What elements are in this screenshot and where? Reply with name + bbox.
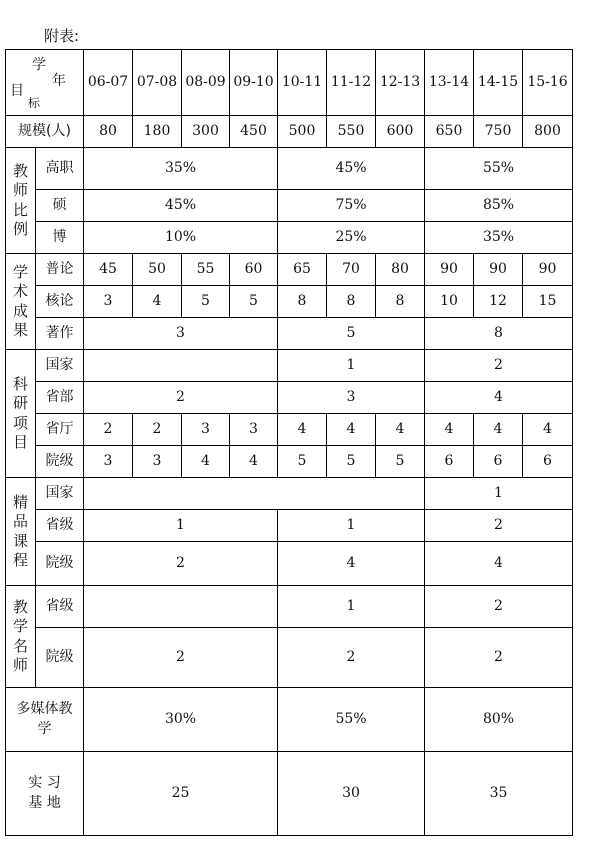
row-label: 省级 xyxy=(36,586,84,628)
table-cell: 25 xyxy=(84,752,278,836)
table-cell: 3 xyxy=(84,286,133,318)
table-cell: 4 xyxy=(278,414,327,446)
header-row xyxy=(6,50,573,116)
table-cell: 4 xyxy=(425,414,474,446)
table-row xyxy=(6,350,573,382)
table-cell: 8 xyxy=(376,286,425,318)
table-cell: 3 xyxy=(230,414,278,446)
table-cell: 180 xyxy=(133,116,182,148)
table-cell: 6 xyxy=(474,446,523,478)
table-cell: 750 xyxy=(474,116,523,148)
table-cell: 65 xyxy=(278,254,327,286)
table-cell: 1 xyxy=(278,586,425,628)
table-cell: 45 xyxy=(84,254,133,286)
table-cell: 5 xyxy=(230,286,278,318)
table-cell: 2 xyxy=(84,414,133,446)
table-row xyxy=(6,254,573,286)
table-cell: 2 xyxy=(84,628,278,688)
table-cell: 10 xyxy=(425,286,474,318)
row-label: 高职 xyxy=(36,148,84,190)
table-cell: 1 xyxy=(278,510,425,542)
table-cell: 1 xyxy=(84,510,278,542)
corner-header: 学 年 目 标 xyxy=(6,50,84,116)
table-row xyxy=(6,628,573,688)
row-label: 国家 xyxy=(36,478,84,510)
table-cell: 35% xyxy=(425,222,573,254)
table-cell: 75% xyxy=(278,190,425,222)
table-cell: 4 xyxy=(133,286,182,318)
table-row xyxy=(6,542,573,586)
table-row xyxy=(6,478,573,510)
table-cell: 35% xyxy=(84,148,278,190)
year-header: 11-12 xyxy=(327,50,376,116)
table-row xyxy=(6,222,573,254)
table-row xyxy=(6,414,573,446)
table-cell: 5 xyxy=(278,318,425,350)
scale-row xyxy=(6,116,573,148)
table-row xyxy=(6,688,573,752)
table-cell: 80 xyxy=(84,116,133,148)
table-cell: 3 xyxy=(133,446,182,478)
table-row xyxy=(6,190,573,222)
table-cell: 2 xyxy=(84,382,278,414)
empty-cell xyxy=(84,350,278,382)
row-label: 省级 xyxy=(36,510,84,542)
table-cell: 80% xyxy=(425,688,573,752)
group-label-courses: 精品课程 xyxy=(6,478,36,586)
table-cell: 2 xyxy=(84,542,278,586)
table-cell: 45% xyxy=(84,190,278,222)
table-cell: 90 xyxy=(425,254,474,286)
table-cell: 35 xyxy=(425,752,573,836)
table-cell: 4 xyxy=(425,382,573,414)
row-label: 核论 xyxy=(36,286,84,318)
row-label: 院级 xyxy=(36,446,84,478)
table-cell: 550 xyxy=(327,116,376,148)
table-cell: 90 xyxy=(474,254,523,286)
table-cell: 5 xyxy=(376,446,425,478)
table-cell: 4 xyxy=(278,542,425,586)
year-header: 13-14 xyxy=(425,50,474,116)
table-cell: 4 xyxy=(182,446,230,478)
table-cell: 800 xyxy=(523,116,573,148)
table-cell: 55% xyxy=(278,688,425,752)
table-cell: 2 xyxy=(425,586,573,628)
table-cell: 25% xyxy=(278,222,425,254)
empty-cell xyxy=(84,586,278,628)
row-label: 省厅 xyxy=(36,414,84,446)
year-header: 12-13 xyxy=(376,50,425,116)
table-cell: 85% xyxy=(425,190,573,222)
table-cell: 12 xyxy=(474,286,523,318)
year-header: 08-09 xyxy=(182,50,230,116)
table-cell: 3 xyxy=(182,414,230,446)
year-header: 09-10 xyxy=(230,50,278,116)
table-cell: 2 xyxy=(425,350,573,382)
table-cell: 2 xyxy=(278,628,425,688)
table-cell: 500 xyxy=(278,116,327,148)
table-cell: 5 xyxy=(182,286,230,318)
table-cell: 55 xyxy=(182,254,230,286)
table-cell: 600 xyxy=(376,116,425,148)
table-cell: 4 xyxy=(425,542,573,586)
table-cell: 4 xyxy=(376,414,425,446)
table-cell: 6 xyxy=(523,446,573,478)
table-row xyxy=(6,446,573,478)
table-row xyxy=(6,382,573,414)
row-label: 院级 xyxy=(36,628,84,688)
row-label: 硕 xyxy=(36,190,84,222)
table-row xyxy=(6,286,573,318)
table-cell: 90 xyxy=(523,254,573,286)
table-cell: 4 xyxy=(523,414,573,446)
table-cell: 2 xyxy=(425,510,573,542)
table-cell: 45% xyxy=(278,148,425,190)
table-cell: 10% xyxy=(84,222,278,254)
table-cell: 3 xyxy=(278,382,425,414)
table-cell: 60 xyxy=(230,254,278,286)
row-label: 省部 xyxy=(36,382,84,414)
table-row xyxy=(6,318,573,350)
table-row xyxy=(6,586,573,628)
table-cell: 15 xyxy=(523,286,573,318)
table-cell: 450 xyxy=(230,116,278,148)
table-cell: 1 xyxy=(425,478,573,510)
table-cell: 5 xyxy=(278,446,327,478)
table-cell: 50 xyxy=(133,254,182,286)
row-label: 著作 xyxy=(36,318,84,350)
table-cell: 4 xyxy=(474,414,523,446)
multimedia-label: 多媒体教学 xyxy=(6,688,84,752)
table-cell: 2 xyxy=(425,628,573,688)
group-label-research: 科研项目 xyxy=(6,350,36,478)
table-cell: 4 xyxy=(327,414,376,446)
table-cell: 3 xyxy=(84,318,278,350)
table-cell: 1 xyxy=(278,350,425,382)
table-cell: 300 xyxy=(182,116,230,148)
empty-cell xyxy=(84,478,425,510)
training-label: 实 习 基 地 xyxy=(6,752,84,836)
table-cell: 8 xyxy=(425,318,573,350)
table-cell: 6 xyxy=(425,446,474,478)
table-cell: 5 xyxy=(327,446,376,478)
year-header: 07-08 xyxy=(133,50,182,116)
row-label: 院级 xyxy=(36,542,84,586)
year-header: 15-16 xyxy=(523,50,573,116)
table-cell: 8 xyxy=(327,286,376,318)
targets-table xyxy=(5,49,573,836)
table-cell: 650 xyxy=(425,116,474,148)
table-cell: 8 xyxy=(278,286,327,318)
table-row xyxy=(6,148,573,190)
table-cell: 4 xyxy=(230,446,278,478)
table-row xyxy=(6,752,573,836)
group-label-teachers: 教学名师 xyxy=(6,586,36,688)
row-label: 普论 xyxy=(36,254,84,286)
row-label: 国家 xyxy=(36,350,84,382)
table-cell: 55% xyxy=(425,148,573,190)
row-label: 博 xyxy=(36,222,84,254)
scale-label: 规模(人) xyxy=(6,116,84,148)
table-cell: 3 xyxy=(84,446,133,478)
table-cell: 80 xyxy=(376,254,425,286)
table-cell: 70 xyxy=(327,254,376,286)
table-cell: 30 xyxy=(278,752,425,836)
table-cell: 2 xyxy=(133,414,182,446)
group-label-teacher-ratio: 教师比例 xyxy=(6,148,36,254)
year-header: 10-11 xyxy=(278,50,327,116)
year-header: 06-07 xyxy=(84,50,133,116)
year-header: 14-15 xyxy=(474,50,523,116)
table-caption: 附表: xyxy=(44,27,80,45)
table-row xyxy=(6,510,573,542)
table-cell: 30% xyxy=(84,688,278,752)
group-label-academic: 学术成果 xyxy=(6,254,36,350)
